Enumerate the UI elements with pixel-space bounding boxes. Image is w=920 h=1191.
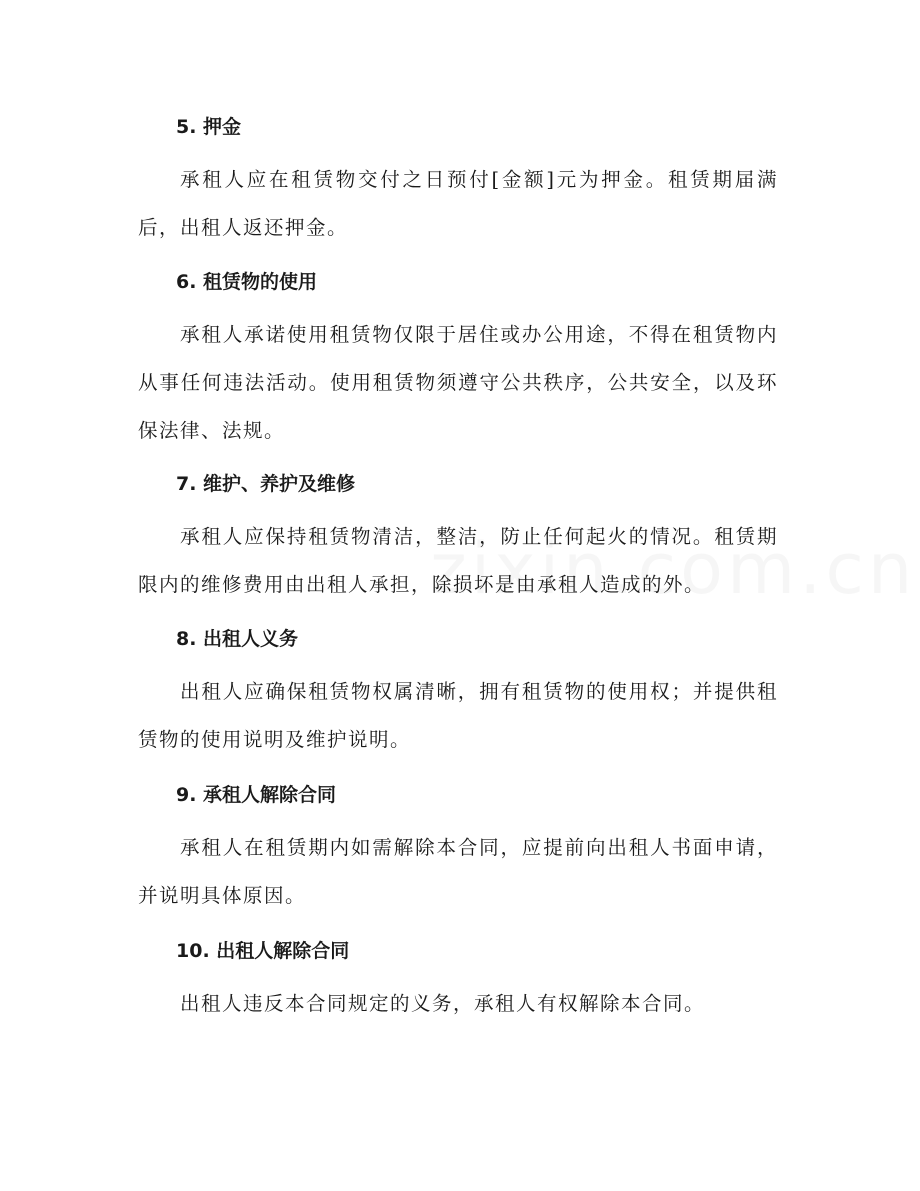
section-heading-7: 7. 维护、养护及维修 (176, 473, 356, 495)
section-body-8: 出租人应确保租赁物权属清晰，拥有租赁物的使用权；并提供租赁物的使用说明及维护说明。 (138, 680, 778, 751)
section-body-6: 承租人承诺使用租赁物仅限于居住或办公用途，不得在租赁物内从事任何违法活动。使用租赁物须遵守公共秩序，公共安全，以及环保法律、法规。 (138, 323, 778, 442)
section-body-10: 出租人违反本合同规定的义务，承租人有权解除本合同。 (180, 992, 706, 1015)
section-body-5: 承租人应在租赁物交付之日预付[金额]元为押金。租赁期届满后，出租人返还押金。 (138, 168, 778, 239)
section-heading-5: 5. 押金 (176, 116, 242, 138)
section-body-7: 承租人应保持租赁物清洁，整洁，防止任何起火的情况。租赁期限内的维修费用由出租人承担，除损坏是由承租人造成的外。 (138, 525, 778, 596)
section-heading-8: 8. 出租人义务 (176, 628, 299, 650)
section-heading-6: 6. 租赁物的使用 (176, 271, 318, 293)
section-heading-10: 10. 出租人解除合同 (176, 940, 350, 962)
section-body-9: 承租人在租赁期内如需解除本合同，应提前向出租人书面申请，并说明具体原因。 (138, 836, 778, 907)
section-heading-9: 9. 承租人解除合同 (176, 784, 337, 806)
